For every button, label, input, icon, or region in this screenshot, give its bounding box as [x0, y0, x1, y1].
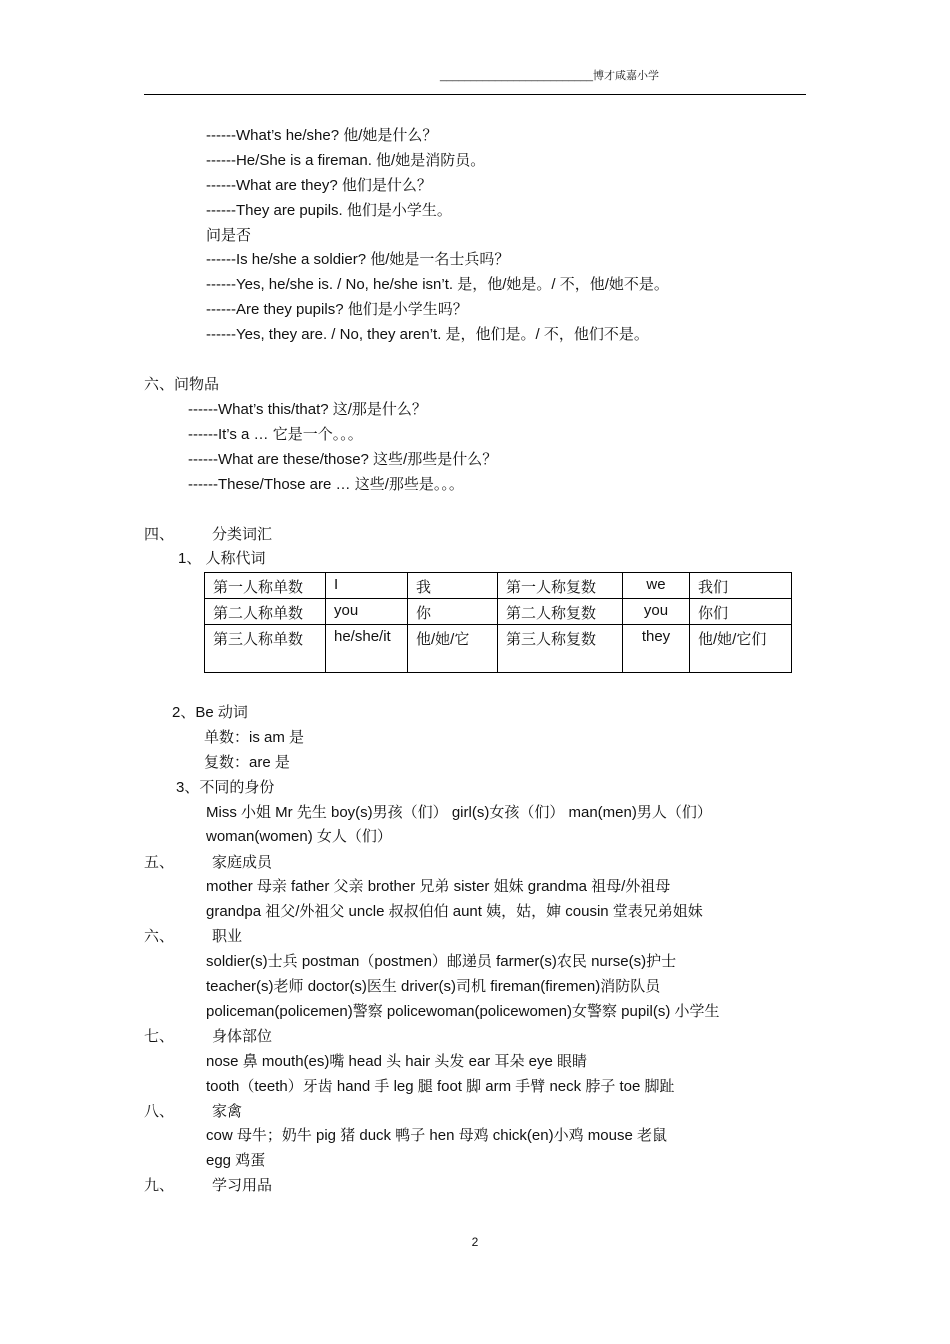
table-cell: 第二人称单数 — [205, 599, 326, 625]
section-heading: 身体部位 — [212, 1028, 273, 1045]
table-cell: 第一人称复数 — [498, 573, 623, 599]
text-line: soldier(s)士兵 postman（postmen）邮递员 farmer(s)农民 nurse(s)护士 — [206, 953, 677, 970]
section-number: 八、 — [144, 1103, 175, 1120]
table-cell: 第三人称复数 — [498, 625, 623, 673]
text-line: nose 鼻 mouth(es)嘴 head 头 hair 头发 ear 耳朵 eye 眼睛 — [206, 1053, 587, 1070]
table-cell: they — [623, 625, 690, 673]
page-number: 2 — [471, 1235, 479, 1249]
table-cell: 第二人称复数 — [498, 599, 623, 625]
table-cell: 第三人称单数 — [205, 625, 326, 673]
section-number: 四、 — [144, 526, 175, 543]
text-line: ------What are they? 他们是什么？ — [206, 177, 432, 194]
table-cell: 你 — [408, 599, 498, 625]
text-line: tooth（teeth）牙齿 hand 手 leg 腿 foot 脚 arm 手臂 neck 脖子 toe 脚趾 — [206, 1078, 675, 1095]
section-heading: 学习用品 — [212, 1177, 273, 1194]
section-heading: 家禽 — [212, 1103, 243, 1120]
text-line: ------It’s a … 它是一个。。。 — [188, 426, 363, 443]
text-line: ------He/She is a fireman. 他/她是消防员。 — [206, 152, 486, 169]
subheading: 1、 人称代词 — [178, 550, 266, 567]
table-row — [205, 625, 792, 673]
text-line: woman(women) 女人（们） — [206, 828, 392, 845]
table-cell: I — [326, 573, 408, 599]
table-cell: you — [326, 599, 408, 625]
section-heading: 职业 — [212, 928, 243, 945]
table-cell: we — [623, 573, 690, 599]
section-heading: 分类词汇 — [212, 526, 273, 543]
subheading: 2、Be 动词 — [172, 704, 248, 721]
table-cell: 他/她/它们 — [690, 625, 792, 673]
pronoun-table — [204, 572, 792, 673]
table-cell: 我 — [408, 573, 498, 599]
text-line: ------Yes, they are. / No, they aren’t. 是，他们是。/ 不，他们不是。 — [206, 326, 649, 343]
text-line: policeman(policemen)警察 policewoman(policewomen)女警察 pupil(s) 小学生 — [206, 1003, 720, 1020]
table-cell: you — [623, 599, 690, 625]
text-line: 单数：is am 是 — [204, 729, 305, 746]
table-cell: 他/她/它 — [408, 625, 498, 673]
text-line: ------They are pupils. 他们是小学生。 — [206, 202, 452, 219]
table-row — [205, 599, 792, 625]
table-cell: 我们 — [690, 573, 792, 599]
header-rule — [144, 94, 806, 95]
section-heading: 六、问物品 — [144, 376, 220, 393]
section-number: 六、 — [144, 928, 175, 945]
text-line: grandpa 祖父/外祖父 uncle 叔叔伯伯 aunt 姨，姑，婶 cousin 堂表兄弟姐妹 — [206, 903, 703, 920]
text-line: ------What are these/those? 这些/那些是什么？ — [188, 451, 498, 468]
text-line: teacher(s)老师 doctor(s)医生 driver(s)司机 fireman(firemen)消防队员 — [206, 978, 661, 995]
text-line: egg 鸡蛋 — [206, 1152, 266, 1169]
subheading: 问是否 — [206, 227, 252, 244]
header-school: _________________________博才咸嘉小学 — [440, 70, 659, 82]
table-row — [205, 573, 792, 599]
table-cell: he/she/it — [326, 625, 408, 673]
text-line: ------What’s he/she? 他/她是什么？ — [206, 127, 438, 144]
section-number: 九、 — [144, 1177, 175, 1194]
section-heading: 家庭成员 — [212, 854, 273, 871]
text-line: ------Are they pupils? 他们是小学生吗？ — [206, 301, 468, 318]
text-line: ------Yes, he/she is. / No, he/she isn’t. 是，他/她是。/ 不，他/她不是。 — [206, 276, 669, 293]
section-number: 七、 — [144, 1028, 175, 1045]
table-cell: 你们 — [690, 599, 792, 625]
text-line: cow 母牛；奶牛 pig 猪 duck 鸭子 hen 母鸡 chick(en)小鸡 mouse 老鼠 — [206, 1127, 667, 1144]
section-number: 五、 — [144, 854, 175, 871]
table-cell: 第一人称单数 — [205, 573, 326, 599]
text-line: Miss 小姐 Mr 先生 boy(s)男孩（们） girl(s)女孩（们） man(men)男人（们） — [206, 804, 712, 821]
text-line: ------What’s this/that? 这/那是什么？ — [188, 401, 427, 418]
text-line: 复数：are 是 — [204, 754, 290, 771]
text-line: ------Is he/she a soldier? 他/她是一名士兵吗？ — [206, 251, 510, 268]
text-line: ------These/Those are … 这些/那些是。。。 — [188, 476, 464, 493]
text-line: mother 母亲 father 父亲 brother 兄弟 sister 姐妹 grandma 祖母/外祖母 — [206, 878, 671, 895]
subheading: 3、不同的身份 — [176, 779, 275, 796]
